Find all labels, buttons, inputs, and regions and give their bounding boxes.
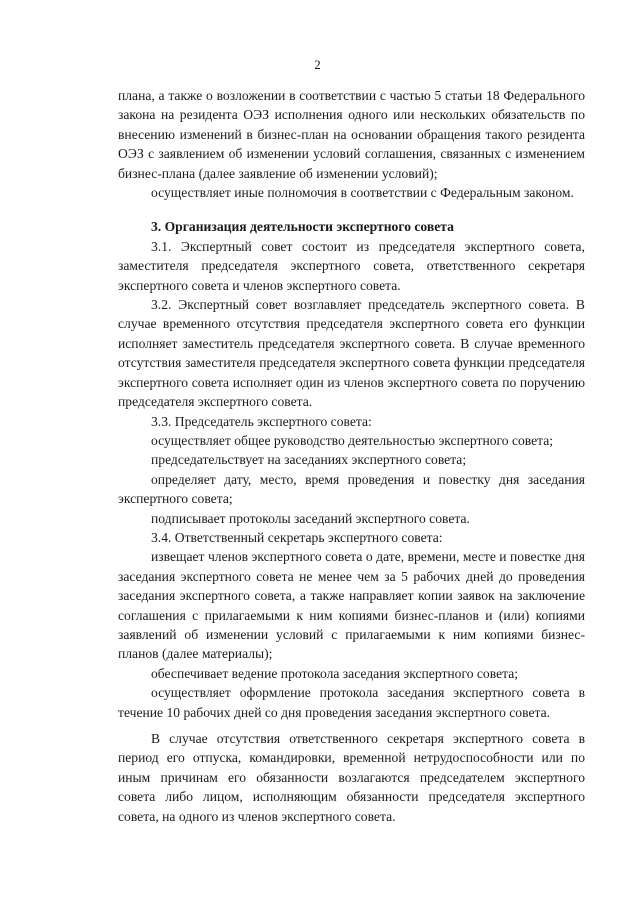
clause-3-3-item: председательствует на заседаниях экспертного совета; xyxy=(151,452,467,468)
clause-3-4-item: извещает членов экспертного совета о дате, времени, месте и повестке дня заседания экспертного совета не менее чем за 5 рабочих дней до проведения заседания экспертного совета, а также направляет копии заявок на заключение соглашения с прилагаемыми к ним копиями бизнес-планов и (или) копиями заявлений об изменении условий с прилагаемыми к ним копиями бизнес-планов (далее материалы); xyxy=(118,549,585,662)
paragraph-business-plan-changes: плана, а также о возложении в соответствии с частью 5 статьи 18 Федерального закона на резидента ОЭЗ исполнения одного или нескольких обязательств по внесению изменений в бизнес-план на основании обращения такого резидента ОЭЗ с заявлением об изменении условий соглашения, связанных с изменением бизнес-плана (далее заявление об изменении условий); xyxy=(118,88,585,181)
section-3-heading: 3. Организация деятельности экспертного совета xyxy=(151,219,454,235)
clause-3-3: 3.3. Председатель экспертного совета: xyxy=(151,413,372,429)
clause-3-3-item: определяет дату, место, время проведения и повестку дня заседания экспертного совета; xyxy=(118,471,585,507)
clause-3-3-item: осуществляет общее руководство деятельностью экспертного совета; xyxy=(151,432,554,448)
clause-3-4-item: обеспечивает ведение протокола заседания экспертного совета; xyxy=(151,665,519,681)
clause-3-2: 3.2. Экспертный совет возглавляет председатель экспертного совета. В случае временного отсутствия председателя экспертного совета его функции исполняет заместитель председателя экспертного совета. В случае временного отсутствия заместителя председателя экспертного совета функции председателя экспертного совета исполняет один из членов экспертного совета по поручению председателя экспертного совета. xyxy=(118,297,585,410)
page-number: 2 xyxy=(314,57,321,72)
paragraph-other-powers: осуществляет иные полномочия в соответствии с Федеральным законом. xyxy=(151,185,574,201)
clause-3-4-absence: В случае отсутствия ответственного секретаря экспертного совета в период его отпуска, командировки, временной нетрудоспособности или по иным причинам его обязанности возлагаются председателем экспертного совета либо лицом, исполняющим обязанности председателя экспертного совета, на одного из членов экспертного совета. xyxy=(118,731,585,824)
clause-3-4: 3.4. Ответственный секретарь экспертного совета: xyxy=(151,529,443,545)
clause-3-3-item: подписывает протоколы заседаний экспертного совета. xyxy=(151,510,470,526)
document-body xyxy=(118,86,585,826)
clause-3-4-item: осуществляет оформление протокола заседания экспертного совета в течение 10 рабочих дней со дня проведения заседания экспертного совета. xyxy=(118,685,585,720)
clause-3-1: 3.1. Экспертный совет состоит из председателя экспертного совета, заместителя председателя экспертного совета, ответственного секретаря экспертного совета и членов экспертного совета. xyxy=(118,238,585,293)
